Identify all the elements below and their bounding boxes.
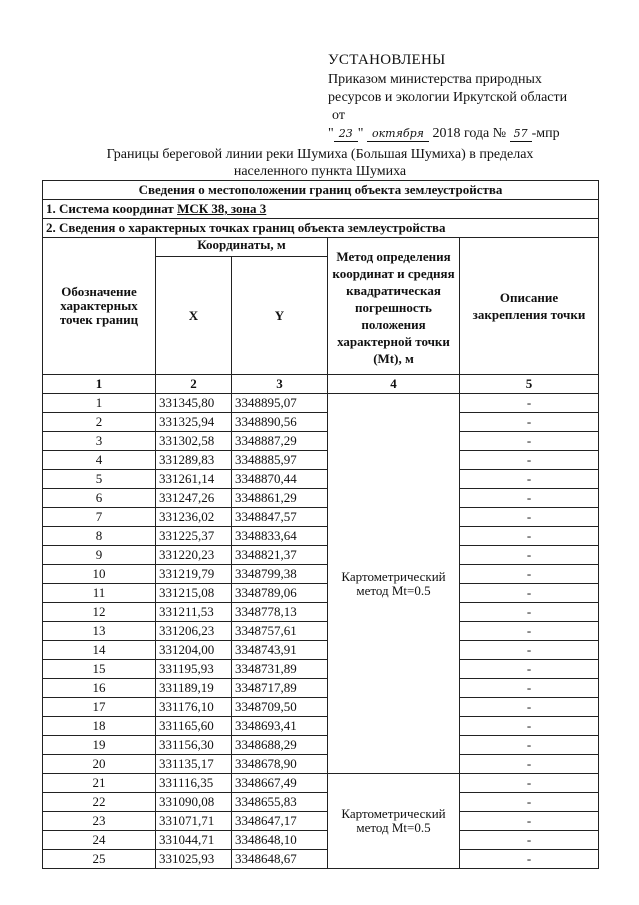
coord-y: 3348799,38	[232, 565, 328, 584]
table-row	[43, 736, 599, 755]
coord-y: 3348648,67	[232, 850, 328, 869]
coord-x: 331189,19	[156, 679, 232, 698]
point-number: 9	[43, 546, 156, 565]
section-title-row	[43, 181, 599, 200]
year-text: 2018 года №	[432, 126, 507, 141]
coord-x: 331116,35	[156, 774, 232, 793]
coord-x: 331195,93	[156, 660, 232, 679]
coord-x: 331345,80	[156, 394, 232, 413]
header-x: X	[156, 257, 232, 375]
coord-x: 331044,71	[156, 831, 232, 850]
coord-y: 3348648,10	[232, 831, 328, 850]
table-row	[43, 698, 599, 717]
point-description: -	[460, 584, 599, 603]
point-number: 19	[43, 736, 156, 755]
point-number: 1	[43, 394, 156, 413]
coord-y: 3348647,17	[232, 812, 328, 831]
table-row	[43, 394, 599, 413]
point-description: -	[460, 489, 599, 508]
point-number: 25	[43, 850, 156, 869]
point-description: -	[460, 451, 599, 470]
coord-x: 331225,37	[156, 527, 232, 546]
point-description: -	[460, 432, 599, 451]
point-description: -	[460, 736, 599, 755]
point-description: -	[460, 413, 599, 432]
point-description: -	[460, 603, 599, 622]
coord-y: 3348757,61	[232, 622, 328, 641]
point-number: 3	[43, 432, 156, 451]
point-number: 15	[43, 660, 156, 679]
coord-y: 3348833,64	[232, 527, 328, 546]
points-title: 2. Сведения о характерных точках границ объекта землеустройства	[43, 219, 599, 238]
coord-y: 3348821,37	[232, 546, 328, 565]
handwritten-number: 57	[510, 127, 532, 142]
table-row	[43, 622, 599, 641]
point-number: 8	[43, 527, 156, 546]
table-row	[43, 413, 599, 432]
method-cell: Картометрический метод Mt=0.5	[328, 394, 460, 774]
point-description: -	[460, 717, 599, 736]
header-point-designation: Обозначение характерных точек границ	[43, 238, 156, 375]
table-row	[43, 451, 599, 470]
coord-x: 331247,26	[156, 489, 232, 508]
point-description: -	[460, 660, 599, 679]
points-title-row	[43, 219, 599, 238]
point-number: 10	[43, 565, 156, 584]
coord-y: 3348778,13	[232, 603, 328, 622]
coord-x: 331135,17	[156, 755, 232, 774]
table-row	[43, 850, 599, 869]
table-row	[43, 470, 599, 489]
coord-x: 331236,02	[156, 508, 232, 527]
point-number: 16	[43, 679, 156, 698]
coord-x: 331215,08	[156, 584, 232, 603]
point-description: -	[460, 774, 599, 793]
document-title	[40, 146, 600, 180]
boundary-points-table	[42, 180, 599, 869]
table-row	[43, 774, 599, 793]
header-coordinates: Координаты, м	[156, 238, 328, 257]
coord-system-value: МСК 38, зона 3	[177, 201, 267, 216]
table-row	[43, 660, 599, 679]
quote-close: "	[357, 126, 364, 141]
coord-x: 331211,53	[156, 603, 232, 622]
point-number: 21	[43, 774, 156, 793]
column-number: 3	[232, 375, 328, 394]
point-description: -	[460, 641, 599, 660]
column-numbers-row	[43, 375, 599, 394]
table-row	[43, 546, 599, 565]
table-row	[43, 641, 599, 660]
table-row	[43, 584, 599, 603]
coord-y: 3348693,41	[232, 717, 328, 736]
point-description: -	[460, 812, 599, 831]
table-row	[43, 527, 599, 546]
point-description: -	[460, 850, 599, 869]
coord-y: 3348743,91	[232, 641, 328, 660]
table-row	[43, 508, 599, 527]
point-description: -	[460, 546, 599, 565]
coord-y: 3348709,50	[232, 698, 328, 717]
method-cell: Картометрический метод Mt=0.5	[328, 774, 460, 869]
coord-y: 3348688,29	[232, 736, 328, 755]
point-number: 12	[43, 603, 156, 622]
coord-y: 3348885,97	[232, 451, 328, 470]
table-row	[43, 679, 599, 698]
column-number: 5	[460, 375, 599, 394]
coord-x: 331325,94	[156, 413, 232, 432]
point-description: -	[460, 622, 599, 641]
coord-system-row	[43, 200, 599, 219]
coord-y: 3348870,44	[232, 470, 328, 489]
header-description: Описание закрепления точки	[460, 238, 599, 375]
coord-x: 331165,60	[156, 717, 232, 736]
column-number: 2	[156, 375, 232, 394]
point-description: -	[460, 527, 599, 546]
point-number: 2	[43, 413, 156, 432]
table-row	[43, 755, 599, 774]
coord-system-prefix: 1. Система координат	[46, 201, 178, 216]
point-number: 20	[43, 755, 156, 774]
table-row	[43, 831, 599, 850]
approval-date-line	[328, 125, 567, 143]
table-row	[43, 603, 599, 622]
coord-x: 331090,08	[156, 793, 232, 812]
order-suffix: -мпр	[531, 126, 560, 141]
header-row-1	[43, 238, 599, 257]
coord-y: 3348655,83	[232, 793, 328, 812]
point-description: -	[460, 470, 599, 489]
coord-y: 3348887,29	[232, 432, 328, 451]
document-title-line-2: населенного пункта Шумиха	[233, 164, 407, 179]
approval-line-1: Приказом министерства природных	[328, 72, 542, 87]
point-description: -	[460, 831, 599, 850]
point-number: 5	[43, 470, 156, 489]
point-number: 4	[43, 451, 156, 470]
point-number: 22	[43, 793, 156, 812]
point-description: -	[460, 679, 599, 698]
point-number: 7	[43, 508, 156, 527]
point-number: 23	[43, 812, 156, 831]
coord-x: 331025,93	[156, 850, 232, 869]
coord-x: 331204,00	[156, 641, 232, 660]
quote-open: "	[328, 126, 334, 141]
coord-x: 331176,10	[156, 698, 232, 717]
handwritten-day: 23	[334, 127, 358, 142]
header-y: Y	[232, 257, 328, 375]
coord-x: 331261,14	[156, 470, 232, 489]
approval-block	[328, 51, 567, 143]
point-number: 14	[43, 641, 156, 660]
coord-y: 3348890,56	[232, 413, 328, 432]
point-description: -	[460, 755, 599, 774]
coord-system	[43, 200, 599, 219]
coord-x: 331302,58	[156, 432, 232, 451]
document-title-line-1: Границы береговой линии реки Шумиха (Большая Шумиха) в пределах	[106, 147, 534, 162]
point-number: 18	[43, 717, 156, 736]
section-title: Сведения о местоположении границ объекта землеустройства	[43, 181, 599, 200]
coord-x: 331219,79	[156, 565, 232, 584]
coord-y: 3348895,07	[232, 394, 328, 413]
point-number: 13	[43, 622, 156, 641]
coord-x: 331206,23	[156, 622, 232, 641]
point-description: -	[460, 508, 599, 527]
coord-y: 3348717,89	[232, 679, 328, 698]
point-description: -	[460, 793, 599, 812]
coord-y: 3348847,57	[232, 508, 328, 527]
point-description: -	[460, 698, 599, 717]
column-number: 1	[43, 375, 156, 394]
table-row	[43, 432, 599, 451]
point-number: 17	[43, 698, 156, 717]
table-row	[43, 717, 599, 736]
point-description: -	[460, 565, 599, 584]
coord-y: 3348789,06	[232, 584, 328, 603]
point-description: -	[460, 394, 599, 413]
approval-line-3: от	[332, 108, 345, 123]
point-number: 11	[43, 584, 156, 603]
coord-x: 331071,71	[156, 812, 232, 831]
table-row	[43, 812, 599, 831]
point-number: 24	[43, 831, 156, 850]
header-method: Метод определения координат и средняя квадратическая погрешность положения характерной точки (Mt), м	[328, 238, 460, 375]
point-number: 6	[43, 489, 156, 508]
coord-x: 331220,23	[156, 546, 232, 565]
coord-x: 331156,30	[156, 736, 232, 755]
coord-y: 3348678,90	[232, 755, 328, 774]
coord-y: 3348861,29	[232, 489, 328, 508]
coord-x: 331289,83	[156, 451, 232, 470]
table-row	[43, 565, 599, 584]
approval-title: УСТАНОВЛЕНЫ	[328, 52, 446, 68]
column-number: 4	[328, 375, 460, 394]
table-row	[43, 793, 599, 812]
table-row	[43, 489, 599, 508]
approval-line-2: ресурсов и экологии Иркутской области	[328, 90, 568, 105]
coord-y: 3348667,49	[232, 774, 328, 793]
handwritten-month: октября	[367, 127, 429, 142]
coord-y: 3348731,89	[232, 660, 328, 679]
